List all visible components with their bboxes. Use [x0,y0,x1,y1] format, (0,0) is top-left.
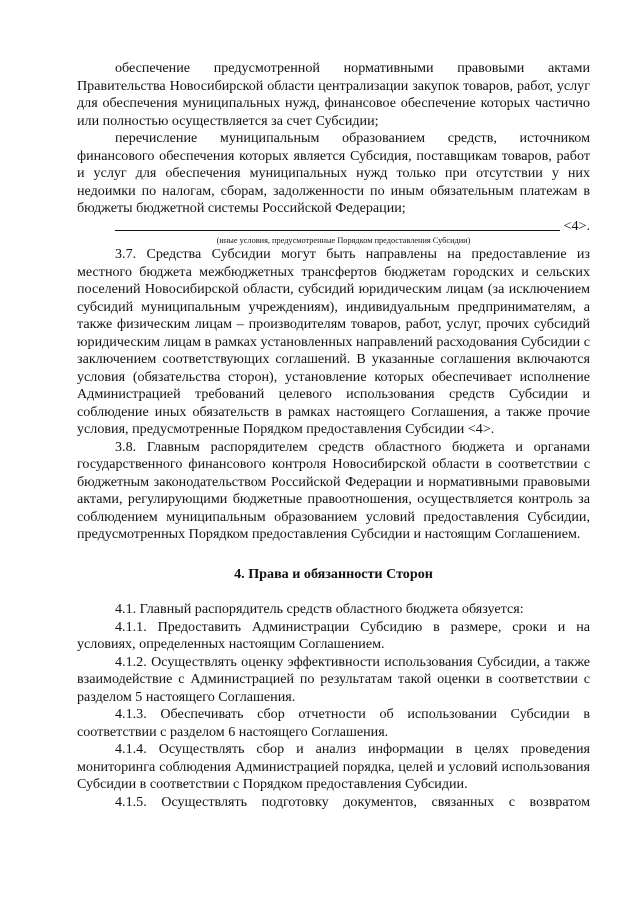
paragraph-procurement: обеспечение предусмотренной нормативными правовыми актами Правительства Новосибирской области централизации закупок товаров, работ, услуг для обеспечения муниципальных нужд, финансовое обеспечение которых частично или полностью осуществляется за счет Субсидии; [77,60,590,129]
paragraph-4-1: 4.1. Главный распорядитель средств областного бюджета обязуется: [115,601,524,617]
blank-fill-line [77,218,590,236]
blank-underline [115,229,560,231]
paragraph-4-1-5: 4.1.5. Осуществлять подготовку документов, связанных с возвратом [115,793,590,810]
paragraph-3-8: 3.8. Главным распорядителем средств областного бюджета и органами государственного финансового контроля Новосибирской области в соответствии с бюджетным законодательством Российской Федерации и нормативными правовыми актами, регулирующими бюджетные правоотношения, осуществляется контроль за соблюдением муниципальным образованием условий предоставления Субсидии, предусмотренных Порядком предоставления Субсидии и настоящим Соглашением. [77,438,590,542]
footnote-reference: <4>. [563,217,590,234]
paragraph-4-1-4: 4.1.4. Осуществлять сбор и анализ информации в целях проведения мониторинга соблюдения Администрацией порядка, целей и условий использования Субсидии в соответствии с Порядком предоставления Субсидии. [77,741,590,792]
paragraph-4-1-2: 4.1.2. Осуществлять оценку эффективности использования Субсидии, а также взаимодействие с Администрацией по результатам такой оценки в соответствии с разделом 5 настоящего Соглашения. [77,653,590,705]
section-heading-4: 4. Права и обязанности Сторон [234,565,433,582]
blank-caption: (иные условия, предусмотренные Порядком предоставления Субсидии) [216,236,471,245]
paragraph-3-7: 3.7. Средства Субсидии могут быть направлены на предоставление из местного бюджета межбюджетных трансфертов бюджетам городских и сельских поселений Новосибирской области, субсидий юридическим лицам (за исключением субсидий муниципальным учреждениям), индивидуальным предпринимателям, а также физическим лицам – производителям товаров, работ, услуг, прочих субсидий юридическим лицам в рамках установленных направлений расходования Субсидии с заключением соответствующих соглашений. В указанные соглашения включаются условия (обязательства сторон), установление которых обеспечивает исполнение Администрацией требований целевого использования средств Субсидии и соблюдение иных обязательств в рамках настоящего Соглашения, а также прочие условия, предусмотренные Порядком предоставления Субсидии <4>. [77,246,590,437]
paragraph-4-1-3: 4.1.3. Обеспечивать сбор отчетности об использовании Субсидии в соответствии с разделом 6 настоящего Соглашения. [77,706,590,740]
paragraph-4-1-1: 4.1.1. Предоставить Администрации Субсидию в размере, сроки и на условиях, определенных настоящим Соглашением. [77,618,590,652]
paragraph-transfer: перечисление муниципальным образованием средств, источником финансового обеспечения которых является Субсидия, поставщикам товаров, работ и услуг для обеспечения муниципальных нужд только при отсутствии у них недоимки по налогам, сборам, задолженности по иным обязательным платежам в бюджеты бюджетной системы Российской Федерации; [77,130,590,216]
